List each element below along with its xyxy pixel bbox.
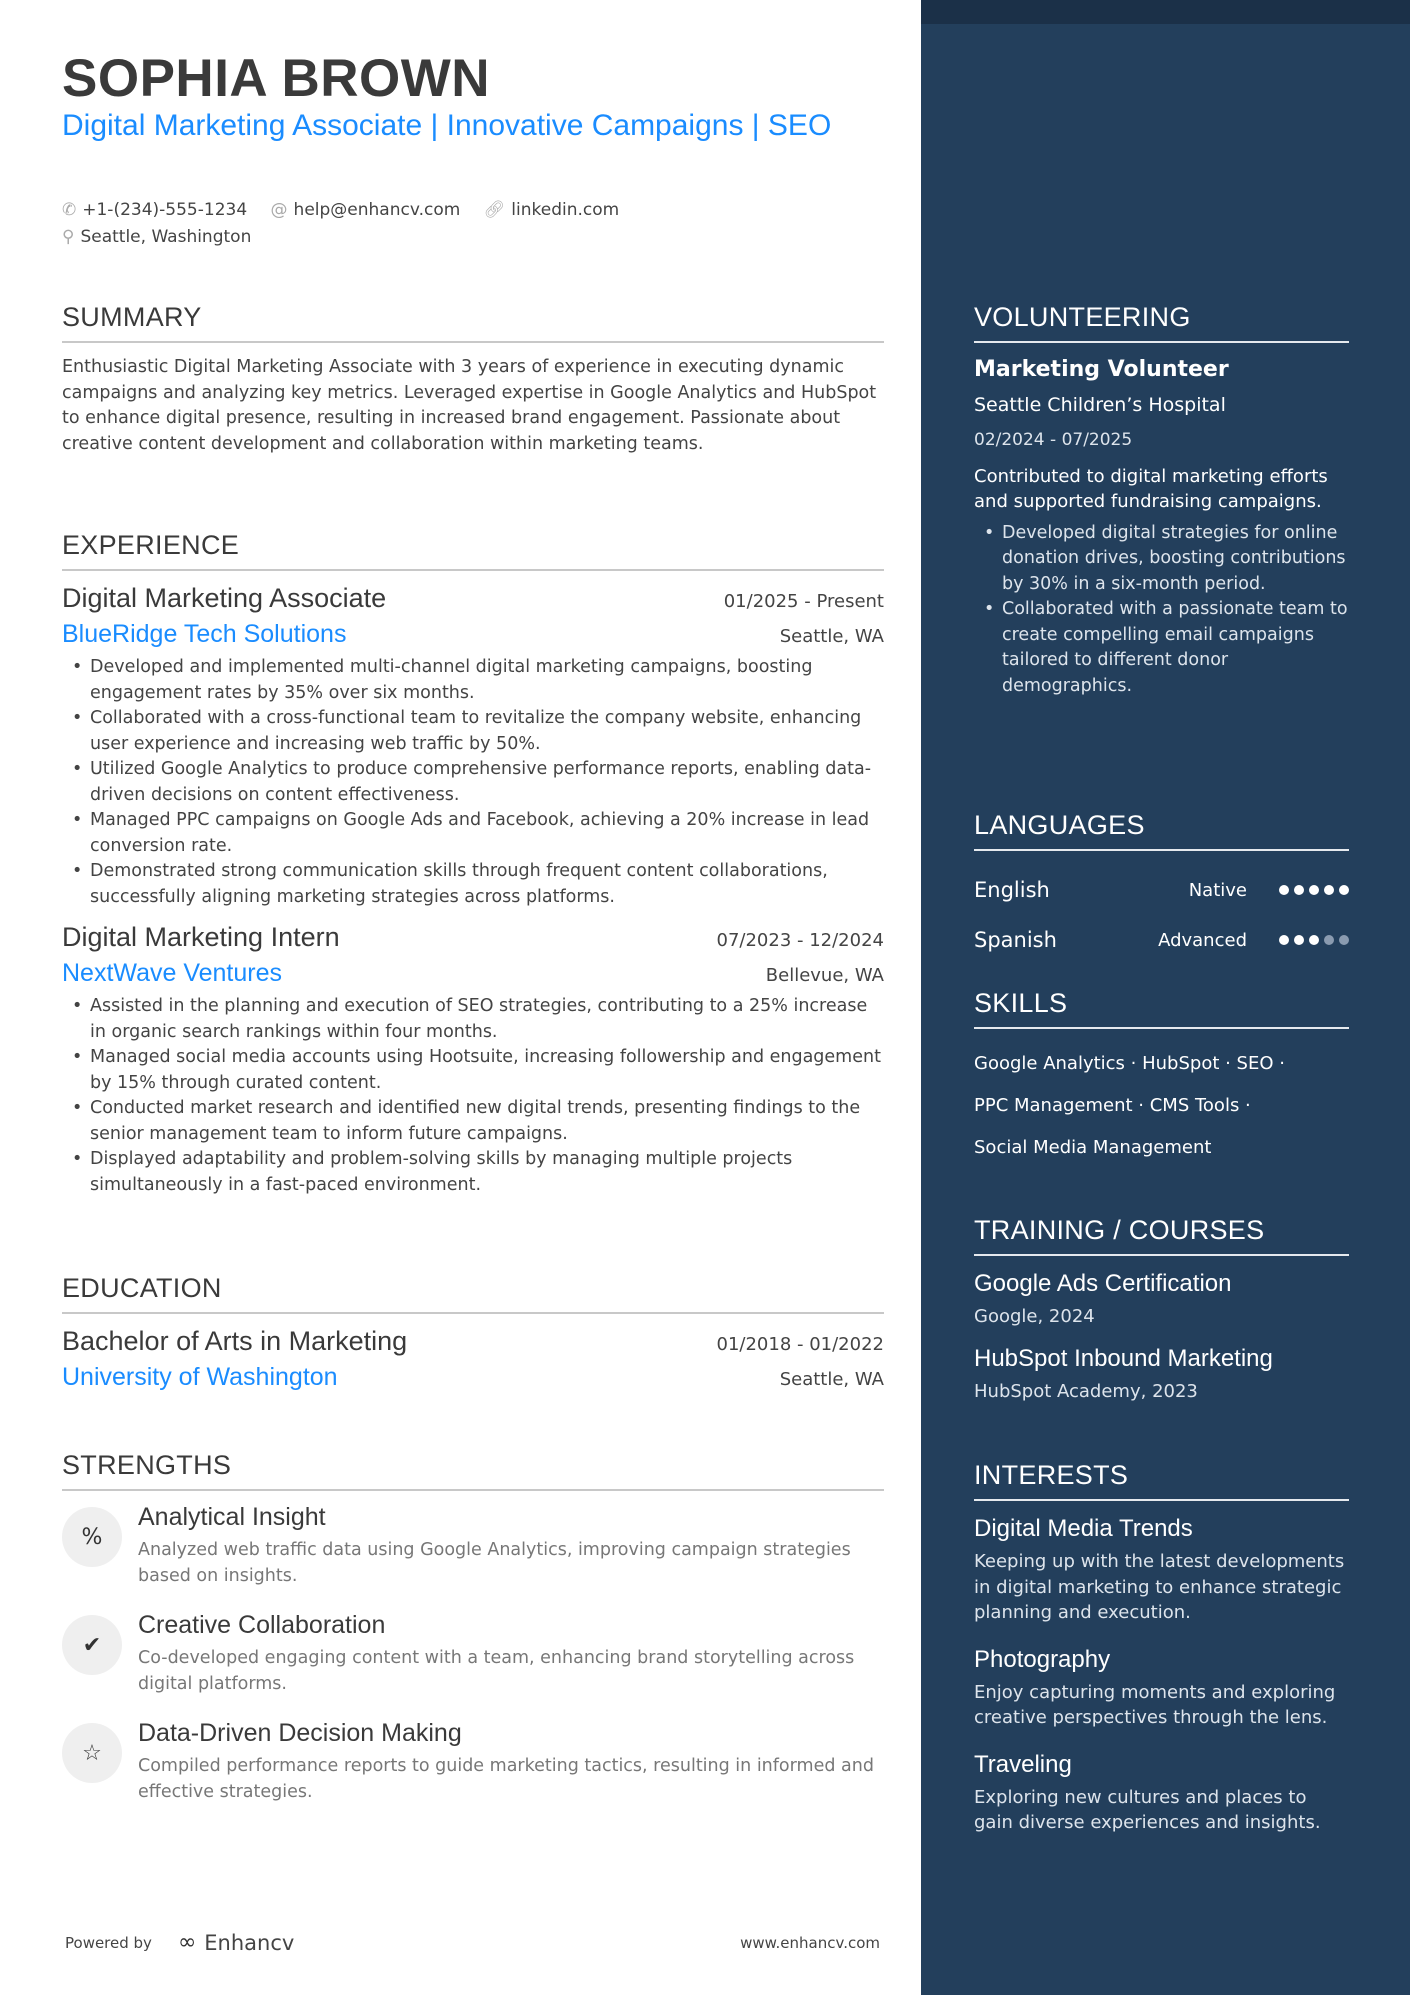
- strengths-section: [62, 1450, 884, 1827]
- job-dates: 07/2023 - 12/2024: [716, 930, 884, 951]
- course-title: HubSpot Inbound Marketing: [974, 1345, 1273, 1372]
- language-item: [974, 865, 1349, 915]
- bullet: • Collaborated with a cross-functional team to revitalize the company website, enhancing user experience and increasing web traffic by 50%.: [62, 706, 884, 757]
- enhancv-logo-icon: ∞: [177, 1930, 197, 1955]
- phone: +1-(234)-555-1234: [82, 200, 248, 220]
- skills-section: [974, 988, 1349, 1169]
- language-level: Advanced: [1158, 929, 1247, 951]
- strength-item: [62, 1719, 884, 1805]
- volunteer-role: Marketing Volunteer: [974, 357, 1229, 382]
- company-name: BlueRidge Tech Solutions: [62, 620, 347, 648]
- course-title: Google Ads Certification: [974, 1270, 1232, 1297]
- strength-text: Compiled performance reports to guide marketing tactics, resulting in informed and effective strategies.: [138, 1756, 874, 1802]
- bullet: • Demonstrated strong communication skills through frequent content collaborations, successfully aligning marketing strategies across platforms.: [62, 859, 884, 910]
- training-section: [974, 1215, 1349, 1420]
- job-dates: 01/2025 - Present: [723, 591, 884, 612]
- footer: [65, 1930, 880, 1955]
- degree: Bachelor of Arts in Marketing: [62, 1326, 408, 1356]
- summary-section: [62, 302, 884, 457]
- education-section: [62, 1273, 884, 1392]
- skills-line: Social Media Management: [974, 1137, 1212, 1158]
- rating-dot-filled: [1294, 935, 1304, 945]
- job-title: Digital Marketing Intern: [62, 922, 340, 952]
- volunteer-org: Seattle Children’s Hospital: [974, 393, 1226, 416]
- section-heading: TRAINING / COURSES: [974, 1215, 1349, 1256]
- section-heading: STRENGTHS: [62, 1450, 884, 1491]
- summary-text: Enthusiastic Digital Marketing Associate with 3 years of experience in executing dynamic campaigns and analyzing key metrics. Leveraged expertise in Google Analytics and HubSpot to enhance digital presence, resulting in increased brand engagement. Passionate about creative content development and collaboration within marketing teams.: [62, 357, 877, 454]
- rating-dot-filled: [1279, 935, 1289, 945]
- bullet: • Developed and implemented multi-channel digital marketing campaigns, boosting engagement rates by 35% over six months.: [62, 655, 884, 706]
- education-location: Seattle, WA: [779, 1369, 884, 1390]
- volunteer-description: Contributed to digital marketing efforts and supported fundraising campaigns.: [974, 465, 1328, 512]
- section-heading: SUMMARY: [62, 302, 884, 343]
- languages-section: [974, 810, 1349, 965]
- bullet: • Utilized Google Analytics to produce comprehensive performance reports, enabling data-driven decisions on content effectiveness.: [62, 757, 884, 808]
- course-provider: Google, 2024: [974, 1306, 1095, 1327]
- strength-title: Creative Collaboration: [138, 1611, 386, 1639]
- bullet: • Collaborated with a passionate team to create compelling email campaigns tailored to different donor demographics.: [974, 597, 1349, 699]
- interest-title: Digital Media Trends: [974, 1515, 1193, 1542]
- strength-text: Co-developed engaging content with a team, enhancing brand storytelling across digital platforms.: [138, 1648, 855, 1694]
- contact-info: [62, 197, 862, 251]
- skills-line: PPC Management · CMS Tools ·: [974, 1095, 1251, 1116]
- course-provider: HubSpot Academy, 2023: [974, 1381, 1198, 1402]
- language-name: English: [974, 878, 1050, 902]
- company-name: NextWave Ventures: [62, 959, 283, 987]
- section-heading: EXPERIENCE: [62, 530, 884, 571]
- experience-section: [62, 530, 884, 1198]
- school-name: University of Washington: [62, 1363, 338, 1391]
- bullet: • Managed PPC campaigns on Google Ads and Facebook, achieving a 20% increase in lead conversion rate.: [62, 808, 884, 859]
- volunteering-section: [974, 302, 1349, 699]
- skills-line: Google Analytics · HubSpot · SEO ·: [974, 1053, 1285, 1074]
- job-entry: [62, 922, 884, 1198]
- at-icon: @: [270, 200, 288, 220]
- rating-dot-empty: [1339, 935, 1349, 945]
- link-icon: 🔗︎: [483, 200, 506, 220]
- volunteer-dates: 02/2024 - 07/2025: [974, 430, 1133, 450]
- linkedin-link[interactable]: linkedin.com: [511, 200, 620, 220]
- rating-dot-filled: [1279, 885, 1289, 895]
- rating-dots: [1279, 885, 1349, 895]
- interest-text: Enjoy capturing moments and exploring creative perspectives through the lens.: [974, 1681, 1336, 1728]
- location: Seattle, Washington: [80, 227, 252, 247]
- website-link[interactable]: www.enhancv.com: [740, 1933, 880, 1952]
- bullet: • Assisted in the planning and execution of SEO strategies, contributing to a 25% increase in organic search rankings within four months.: [62, 994, 884, 1045]
- rating-dot-filled: [1294, 885, 1304, 895]
- bullet: • Developed digital strategies for online donation drives, boosting contributions by 30% in a six-month period.: [974, 521, 1349, 598]
- interest-text: Exploring new cultures and places to gain diverse experiences and insights.: [974, 1786, 1321, 1833]
- star-icon: ☆: [62, 1723, 122, 1783]
- strength-title: Data-Driven Decision Making: [138, 1719, 462, 1747]
- bullet: • Managed social media accounts using Hootsuite, increasing followership and engagement by 15% through curated content.: [62, 1045, 884, 1096]
- section-heading: INTERESTS: [974, 1460, 1349, 1501]
- section-heading: EDUCATION: [62, 1273, 884, 1314]
- job-location: Seattle, WA: [779, 626, 884, 647]
- language-name: Spanish: [974, 928, 1057, 952]
- bullet: • Displayed adaptability and problem-solving skills by managing multiple projects simultaneously in a fast-paced environment.: [62, 1147, 884, 1198]
- rating-dot-filled: [1309, 885, 1319, 895]
- rating-dot-filled: [1309, 935, 1319, 945]
- interest-title: Traveling: [974, 1750, 1072, 1778]
- rating-dot-filled: [1339, 885, 1349, 895]
- section-heading: LANGUAGES: [974, 810, 1349, 851]
- location-pin-icon: ⚲: [62, 227, 75, 247]
- interests-section: [974, 1460, 1349, 1836]
- job-title: Digital Marketing Associate: [62, 583, 387, 613]
- check-icon: ✔: [62, 1615, 122, 1675]
- interest-text: Keeping up with the latest developments in digital marketing to enhance strategic planning and execution.: [974, 1551, 1345, 1623]
- strength-item: [62, 1611, 884, 1697]
- section-heading: SKILLS: [974, 988, 1349, 1029]
- powered-by: Powered by: [65, 1933, 152, 1952]
- sidebar-top-strip: [921, 0, 1410, 24]
- strength-title: Analytical Insight: [138, 1503, 326, 1531]
- email-link[interactable]: help@enhancv.com: [293, 200, 461, 220]
- interest-title: Photography: [974, 1645, 1111, 1673]
- job-entry: [62, 583, 884, 910]
- percent-arrow-icon: %: [62, 1507, 122, 1567]
- candidate-name: SOPHIA BROWN: [62, 49, 491, 108]
- phone-icon: ✆: [62, 200, 77, 220]
- strength-item: [62, 1503, 884, 1589]
- brand-name: Enhancv: [204, 1930, 295, 1955]
- language-level: Native: [1188, 879, 1247, 901]
- strength-text: Analyzed web traffic data using Google Analytics, improving campaign strategies based on insights.: [138, 1540, 851, 1586]
- rating-dot-filled: [1324, 885, 1334, 895]
- bullet: • Conducted market research and identified new digital trends, presenting findings to the senior management team to inform future campaigns.: [62, 1096, 884, 1147]
- rating-dot-empty: [1324, 935, 1334, 945]
- language-item: [974, 915, 1349, 965]
- rating-dots: [1279, 935, 1349, 945]
- education-dates: 01/2018 - 01/2022: [716, 1334, 884, 1355]
- candidate-title: Digital Marketing Associate | Innovative Campaigns | SEO: [62, 109, 832, 142]
- section-heading: VOLUNTEERING: [974, 302, 1349, 343]
- job-location: Bellevue, WA: [765, 965, 884, 986]
